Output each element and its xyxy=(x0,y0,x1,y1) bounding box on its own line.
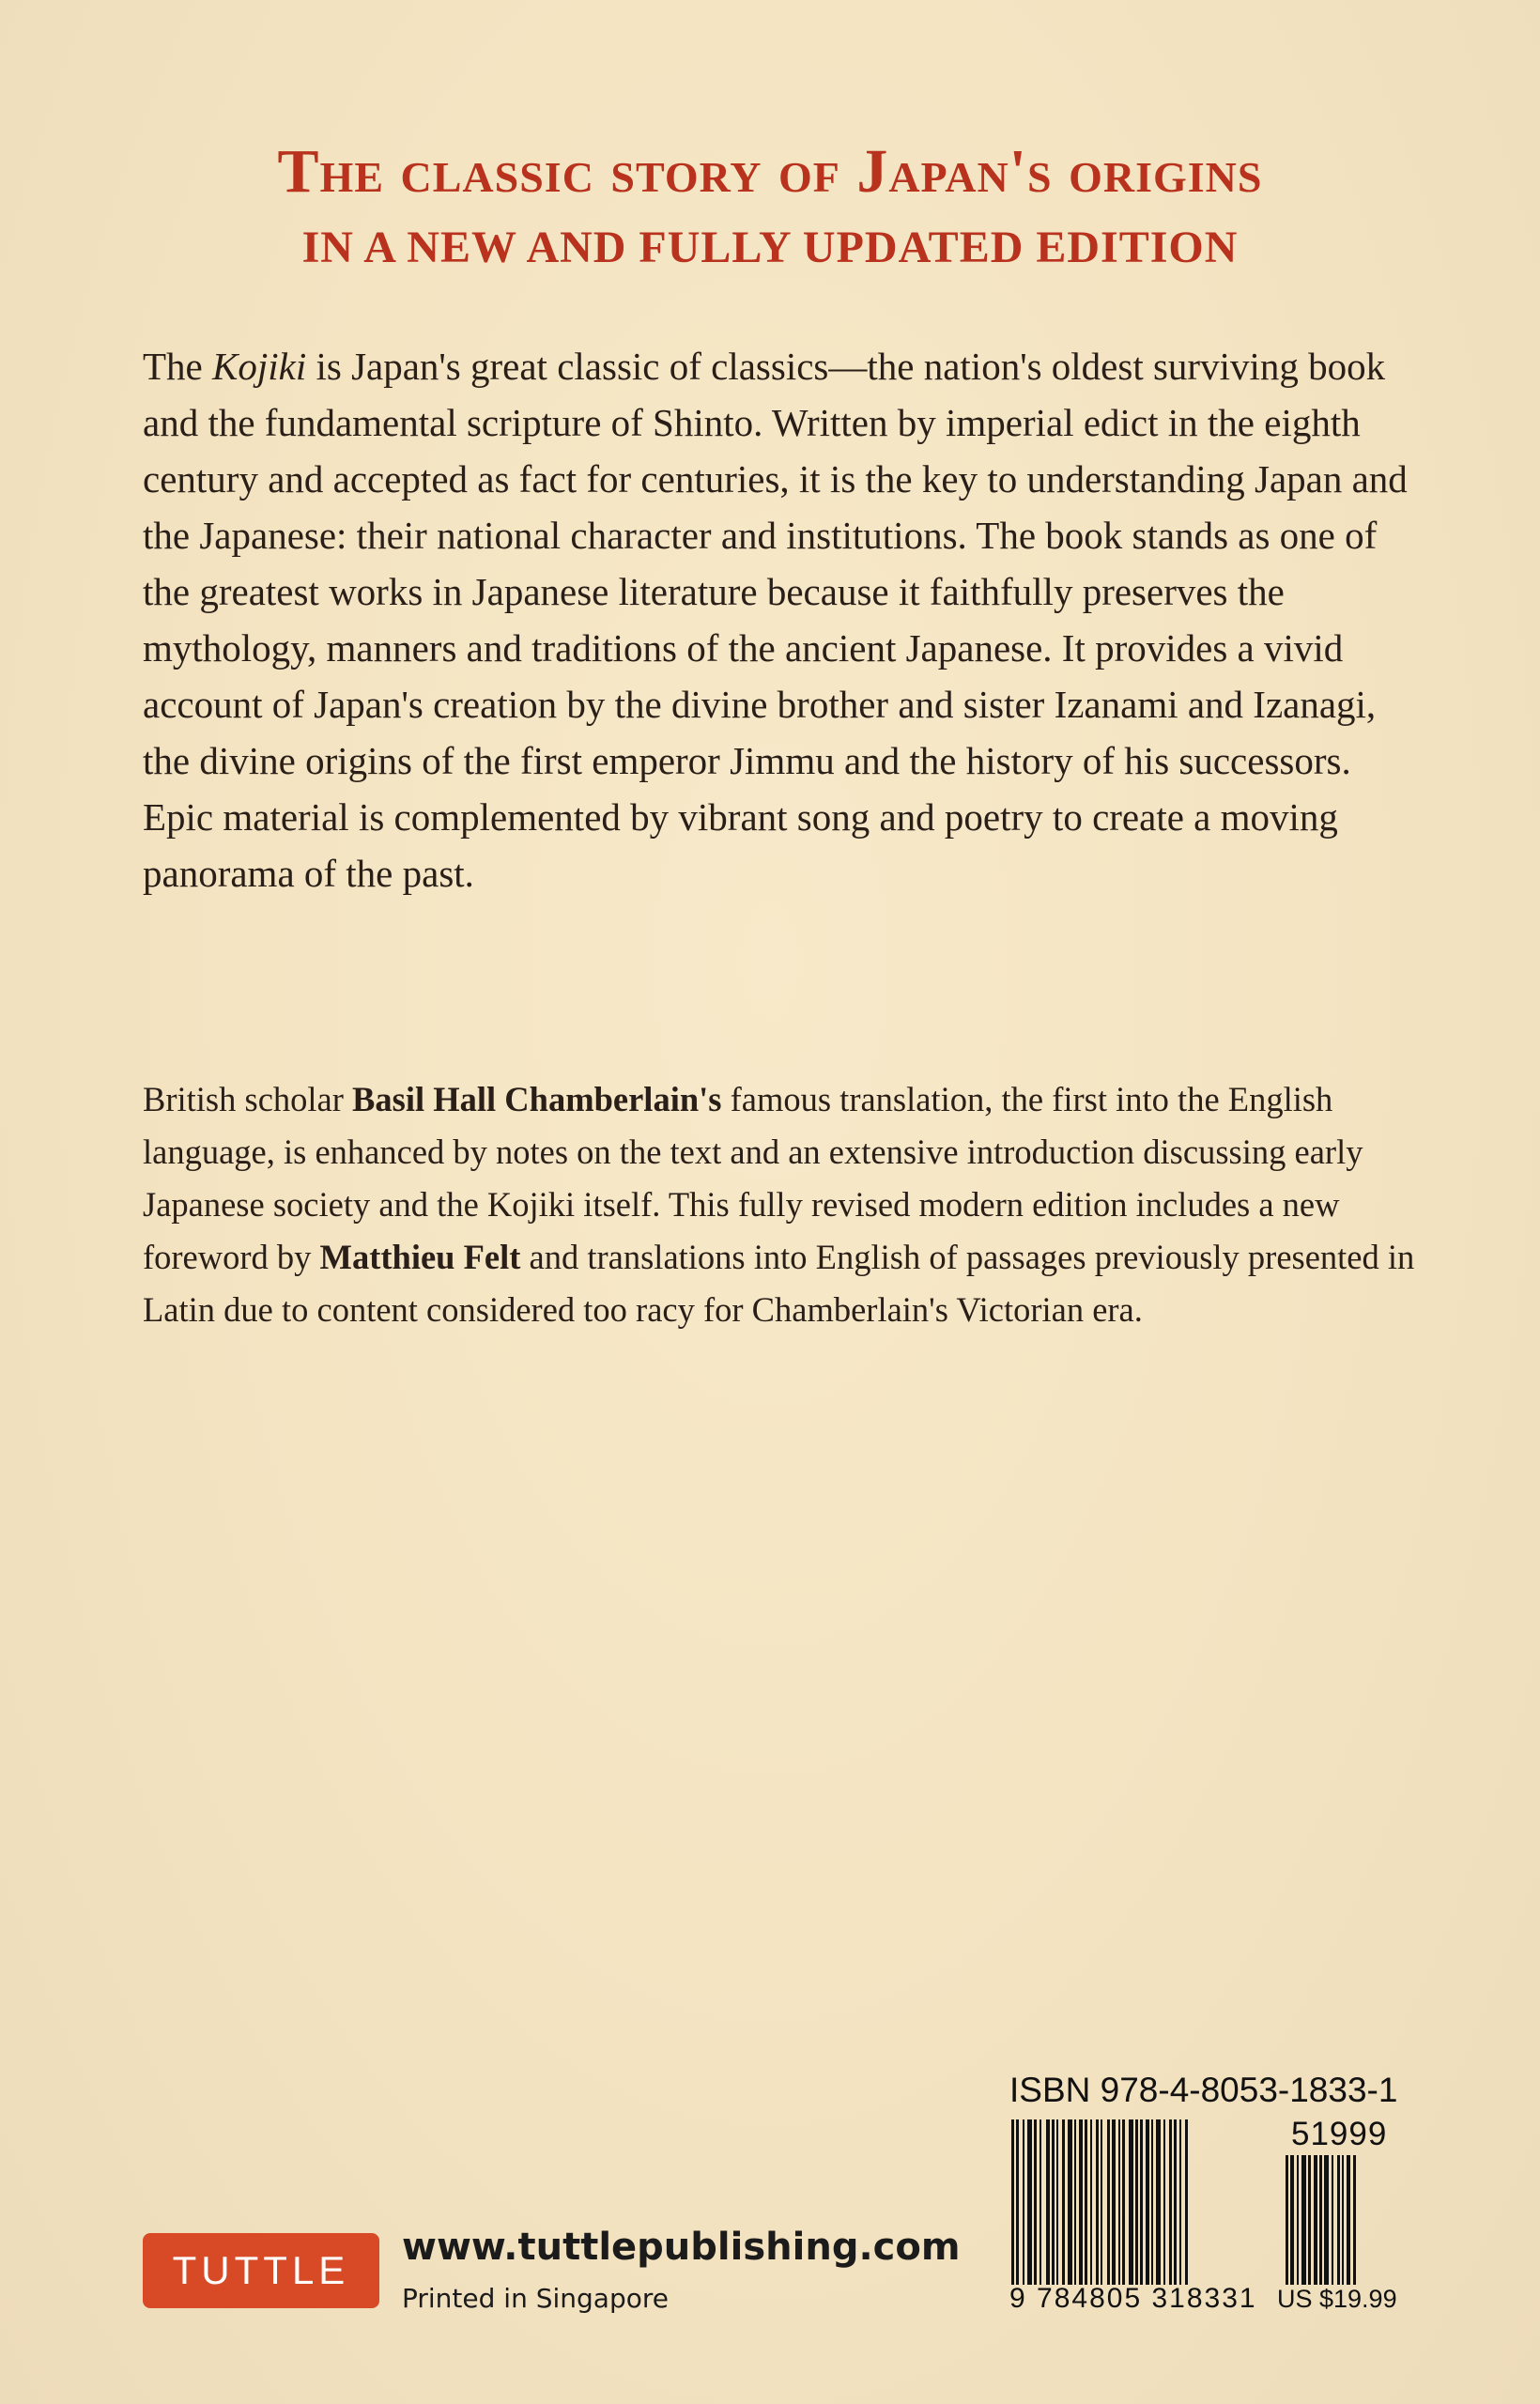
barcode-bar xyxy=(1034,2119,1037,2285)
barcode-bar xyxy=(1308,2155,1311,2285)
barcode-bar xyxy=(1163,2119,1165,2285)
barcode-bar xyxy=(1301,2155,1306,2285)
barcode-bar xyxy=(1052,2119,1055,2285)
tuttle-logo: TUTTLE xyxy=(143,2233,379,2308)
barcode-bar xyxy=(1297,2155,1299,2285)
barcode-bar xyxy=(1324,2155,1329,2285)
headline-line-1: The classic story of Japan's origins xyxy=(277,137,1263,206)
addon-code-text: 51999 xyxy=(1291,2116,1388,2152)
para-1-body: is Japan's great classic of classics—the nation's oldest surviving book and the fundamental scripture of Shinto. Written by imperial edict in the eighth century and accepted as fact for centuries, it is the key to understanding Japan and the Japanese: their national character and institutions. The book stands as one of the greatest works in Japanese literature because it faithfully preserves the mythology, manners and traditions of the ancient Japanese. It provides a vivid account of Japan's creation by the divine brother and sister Izanami and Izanagi, the divine origins of the first emperor Jimmu and the history of his successors. Epic material is complemented by vibrant song and poetry to create a moving panorama of the past. xyxy=(143,345,1408,895)
para-1-lead: The xyxy=(143,345,212,388)
barcode-bar xyxy=(1101,2119,1102,2285)
barcode-bar xyxy=(1353,2155,1356,2285)
isbn-text: ISBN 978-4-8053-1833-1 xyxy=(1009,2071,1398,2109)
para-2-part-c: and translations into English of passages previously presented in Latin due to content considered too racy for Chamberlain's Victorian era. xyxy=(143,1238,1415,1329)
barcode-bar xyxy=(1040,2119,1041,2285)
barcode-bar xyxy=(1122,2119,1125,2285)
headline-line-2: IN A NEW AND FULLY UPDATED EDITION xyxy=(301,223,1239,272)
barcode-bar xyxy=(1169,2119,1172,2285)
barcode-bar xyxy=(1179,2119,1181,2285)
barcode-bar xyxy=(1286,2155,1288,2285)
barcode-bar xyxy=(1337,2155,1340,2285)
barcode-bar xyxy=(1347,2155,1350,2285)
book-title-kojiki: Kojiki xyxy=(212,345,307,388)
barcode-bar xyxy=(1140,2119,1143,2285)
addon-barcode-icon xyxy=(1286,2155,1400,2288)
ean-digits-text: 9 784805 318331 xyxy=(1009,2283,1257,2314)
barcode-bar xyxy=(1023,2119,1024,2285)
printed-location: Printed in Singapore xyxy=(402,2283,669,2314)
barcode-bar xyxy=(1129,2119,1133,2285)
barcode-bar xyxy=(1056,2119,1058,2285)
description-paragraph-2 xyxy=(143,1073,1439,1336)
barcode-bar xyxy=(1068,2119,1072,2285)
barcode-bar xyxy=(1074,2119,1076,2285)
barcode-bar xyxy=(1046,2119,1050,2285)
barcode-bar xyxy=(1062,2119,1065,2285)
foreword-author-name: Matthieu Felt xyxy=(319,1238,521,1276)
barcode-bar xyxy=(1332,2155,1333,2285)
barcode-bar xyxy=(1135,2119,1138,2285)
barcode-bar xyxy=(1027,2119,1032,2285)
barcode-bar xyxy=(1085,2119,1087,2285)
barcode-bar xyxy=(1342,2155,1344,2285)
barcode-bar xyxy=(1314,2155,1317,2285)
barcode-bar xyxy=(1174,2119,1177,2285)
ean-barcode-icon xyxy=(1011,2119,1254,2288)
isbn-barcode-block xyxy=(1009,2071,1404,2314)
barcode-bar xyxy=(1185,2119,1188,2285)
para-2-part-a: British scholar xyxy=(143,1080,353,1118)
barcode-bar xyxy=(1107,2119,1110,2285)
barcode-bar xyxy=(1096,2119,1099,2285)
barcode-bar xyxy=(1319,2155,1322,2285)
price-text: US $19.99 xyxy=(1277,2285,1397,2313)
barcode-bar xyxy=(1290,2155,1294,2285)
description-paragraph-1 xyxy=(143,338,1420,902)
para-2-part-b: famous translation, the first into the English language, is enhanced by notes on the text and an extensive introduction discussing early Japanese society and the Kojiki itself. This fully revised modern edition includes a new foreword by xyxy=(143,1080,1363,1276)
barcode-bar xyxy=(1146,2119,1149,2285)
barcode-bar xyxy=(1016,2119,1019,2285)
barcode-bar xyxy=(1079,2119,1083,2285)
barcode-bar xyxy=(1118,2119,1120,2285)
barcode-bar xyxy=(1156,2119,1161,2285)
barcode-bar xyxy=(1112,2119,1116,2285)
translator-name: Basil Hall Chamberlain's xyxy=(352,1080,722,1118)
barcode-bar xyxy=(1151,2119,1153,2285)
barcode-bar xyxy=(1011,2119,1014,2285)
publisher-website: www.tuttlepublishing.com xyxy=(402,2226,961,2269)
barcode-bar xyxy=(1090,2119,1092,2285)
